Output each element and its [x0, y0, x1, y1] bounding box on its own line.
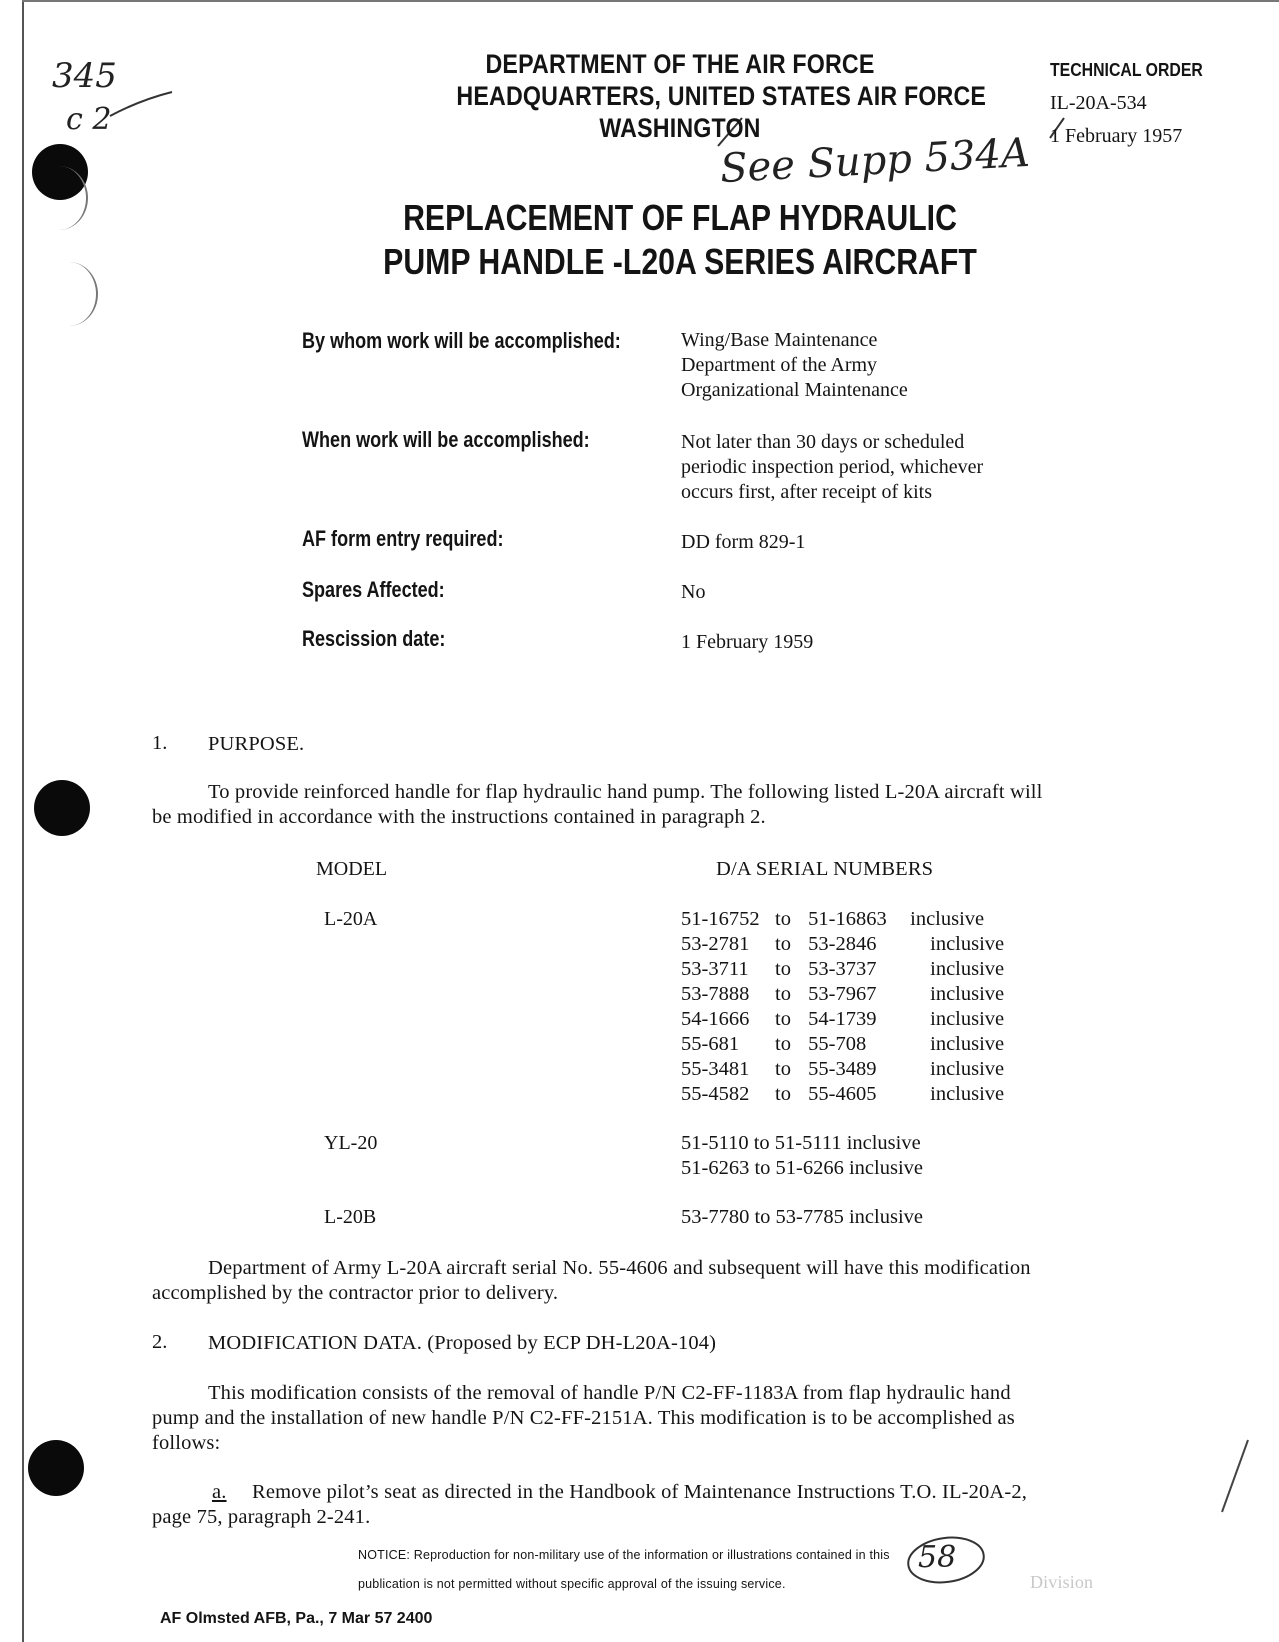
- agency-line-3: WASHINGTON: [599, 113, 761, 143]
- serial-to-word: to: [775, 933, 791, 955]
- step-a-letter: a.: [212, 1481, 227, 1503]
- serial-to-word: to: [775, 1058, 791, 1080]
- info-value-by-whom-3: Organizational Maintenance: [681, 379, 908, 401]
- technical-order-label: TECHNICAL ORDER: [1050, 60, 1203, 80]
- table-row: 51-6263 to 51-6266 inclusive: [681, 1157, 923, 1179]
- issuing-agency: [456, 48, 987, 144]
- info-label-by-whom: By whom work will be accomplished:: [302, 328, 621, 353]
- title-line-1: REPLACEMENT OF FLAP HYDRAULIC: [403, 197, 957, 238]
- table-model-l20b: L-20B: [324, 1206, 377, 1228]
- serial-inclusive: inclusive: [930, 933, 1005, 955]
- section-1-heading: PURPOSE.: [208, 733, 305, 755]
- agency-line-2: HEADQUARTERS, UNITED STATES AIR FORCE: [456, 81, 987, 111]
- section-2-paragraph-line-1: This modification consists of the removal of handle P/N C2-FF-1183A from flap hydraulic hand: [208, 1382, 1011, 1404]
- serial-to: 51-16863: [808, 908, 887, 930]
- serial-inclusive: inclusive: [930, 1008, 1005, 1030]
- notice-line-2: publication is not permitted without specific approval of the issuing service.: [358, 1577, 786, 1591]
- section-2-number: 2.: [152, 1331, 168, 1353]
- section-1-paragraph-line-2: be modified in accordance with the instructions contained in paragraph 2.: [152, 806, 766, 828]
- serial-to: 55-3489: [808, 1058, 877, 1080]
- serial-from: 54-1666: [681, 1008, 750, 1030]
- table-row: [681, 958, 1004, 981]
- handwritten-note-top-left: 345: [52, 56, 117, 96]
- section-2-paragraph-line-3: follows:: [152, 1432, 221, 1454]
- info-value-when-1: Not later than 30 days or scheduled: [681, 431, 965, 453]
- table-row: [681, 1058, 1004, 1081]
- handwritten-circled-number: 58: [918, 1540, 957, 1575]
- serial-to: 53-3737: [808, 958, 877, 980]
- serial-from: 53-3711: [681, 958, 749, 980]
- table-row: [681, 1083, 1004, 1106]
- technical-order-number: IL-20A-534: [1050, 92, 1147, 114]
- serial-from: 53-2781: [681, 933, 750, 955]
- info-value-spares: No: [681, 581, 706, 603]
- serial-from: 55-4582: [681, 1083, 750, 1105]
- serial-inclusive: inclusive: [930, 1058, 1005, 1080]
- table-header-model: MODEL: [316, 858, 388, 880]
- table-row: 53-7780 to 53-7785 inclusive: [681, 1206, 923, 1228]
- info-value-by-whom-1: Wing/Base Maintenance: [681, 329, 878, 351]
- table-model-l20a: L-20A: [324, 908, 378, 930]
- info-value-when-3: occurs first, after receipt of kits: [681, 481, 933, 503]
- section-2-heading: MODIFICATION DATA. (Proposed by ECP DH-L20A-104): [208, 1332, 717, 1354]
- table-model-yl20: YL-20: [324, 1132, 378, 1154]
- serial-from: 55-681: [681, 1033, 740, 1055]
- table-row: [681, 908, 984, 931]
- step-a-line-2: page 75, paragraph 2-241.: [152, 1506, 371, 1528]
- info-label-spares: Spares Affected:: [302, 577, 445, 602]
- info-value-rescission: 1 February 1959: [681, 631, 814, 653]
- serial-to: 54-1739: [808, 1008, 877, 1030]
- serial-to-word: to: [775, 1033, 791, 1055]
- serial-inclusive: inclusive: [910, 908, 985, 930]
- serial-to: 53-7967: [808, 983, 877, 1005]
- serial-inclusive: inclusive: [930, 983, 1005, 1005]
- serial-to: 55-4605: [808, 1083, 877, 1105]
- table-row: [681, 933, 1004, 956]
- serial-to-word: to: [775, 983, 791, 1005]
- serial-to: 55-708: [808, 1033, 867, 1055]
- table-row: 51-5110 to 51-5111 inclusive: [681, 1132, 921, 1154]
- serial-from: 51-16752: [681, 908, 760, 930]
- document-title: [310, 196, 1049, 284]
- agency-line-1: DEPARTMENT OF THE AIR FORCE: [485, 49, 875, 79]
- serial-to-word: to: [775, 1008, 791, 1030]
- serial-inclusive: inclusive: [930, 1033, 1005, 1055]
- print-footer: AF Olmsted AFB, Pa., 7 Mar 57 2400: [160, 1610, 433, 1627]
- info-value-by-whom-2: Department of the Army: [681, 354, 878, 376]
- table-header-serials: D/A SERIAL NUMBERS: [716, 858, 934, 880]
- serial-to: 53-2846: [808, 933, 877, 955]
- technical-order-block: [1050, 54, 1224, 153]
- info-label-when: When work will be accomplished:: [302, 427, 590, 452]
- section-1-number: 1.: [152, 732, 168, 754]
- faint-stamp: Division: [1030, 1572, 1094, 1592]
- serial-to-word: to: [775, 908, 791, 930]
- table-row: [681, 983, 1004, 1006]
- delivery-note-line-2: accomplished by the contractor prior to delivery.: [152, 1282, 559, 1304]
- serial-to-word: to: [775, 1083, 791, 1105]
- handwritten-note-top-left-2: c 2: [66, 102, 112, 137]
- serial-from: 55-3481: [681, 1058, 750, 1080]
- title-line-2: PUMP HANDLE -L20A SERIES AIRCRAFT: [383, 241, 977, 282]
- delivery-note-line-1: Department of Army L-20A aircraft serial No. 55-4606 and subsequent will have this modification: [208, 1257, 1031, 1279]
- info-value-when-2: periodic inspection period, whichever: [681, 456, 984, 478]
- serial-to-word: to: [775, 958, 791, 980]
- info-label-rescission: Rescission date:: [302, 626, 446, 651]
- step-a-line-1: Remove pilot’s seat as directed in the Handbook of Maintenance Instructions T.O. IL-20A-2,: [252, 1481, 1028, 1503]
- info-value-form-entry: DD form 829-1: [681, 531, 806, 553]
- handwritten-supp-note: See Supp 534A: [719, 129, 1031, 193]
- table-row: [681, 1033, 1004, 1056]
- section-1-paragraph-line-1: To provide reinforced handle for flap hydraulic hand pump. The following listed L-20A aircraft will: [208, 781, 1043, 803]
- technical-order-date: 1 February 1957: [1050, 125, 1183, 147]
- serial-from: 53-7888: [681, 983, 750, 1005]
- serial-inclusive: inclusive: [930, 1083, 1005, 1105]
- section-2-paragraph-line-2: pump and the installation of new handle P/N C2-FF-2151A. This modification is to be accomplished as: [152, 1407, 1015, 1429]
- info-label-form-entry: AF form entry required:: [302, 526, 504, 551]
- notice-line-1: NOTICE: Reproduction for non-military use of the information or illustrations contained in this: [358, 1548, 890, 1562]
- serial-inclusive: inclusive: [930, 958, 1005, 980]
- table-row: [681, 1008, 1004, 1031]
